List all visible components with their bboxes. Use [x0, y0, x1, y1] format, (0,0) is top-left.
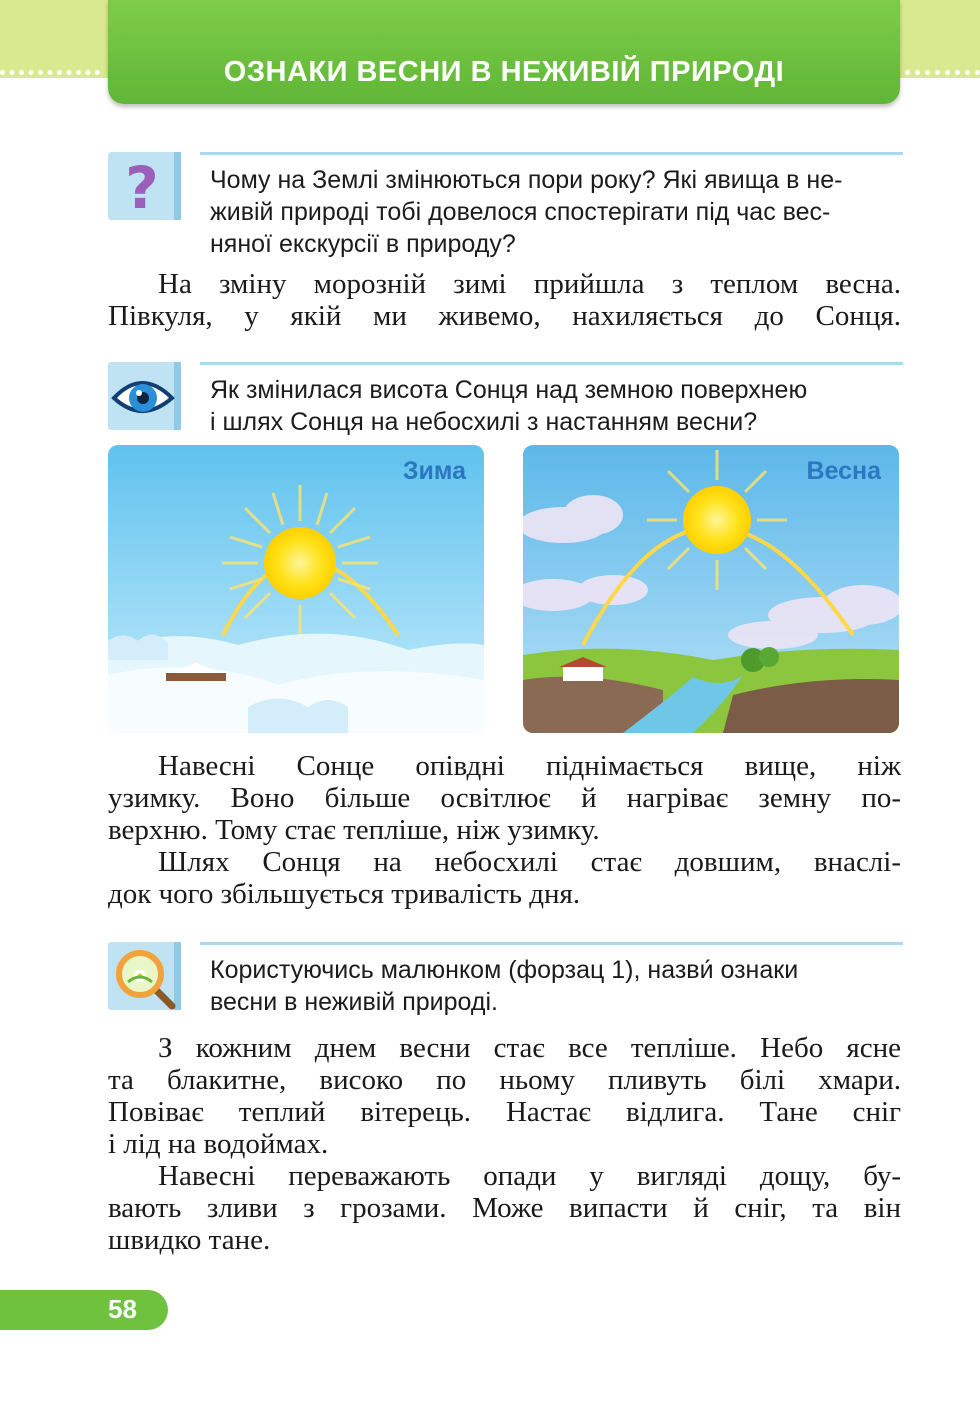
page-title: ОЗНАКИ ВЕСНИ В НЕЖИВІЙ ПРИРОДІ: [223, 56, 785, 88]
text-line: док чого збільшується тривалість дня.: [108, 878, 581, 910]
text-line: Повіває теплий вітерець. Настає відлига. Тане сніг: [108, 1096, 901, 1128]
task-text: [210, 954, 895, 1018]
task-line: Користуючись малюнком (форзац 1), назви́ ознаки: [210, 956, 799, 984]
text-line: вають зливи з грозами. Може випасти й сніг, та він: [108, 1192, 901, 1224]
task-observe: [108, 362, 903, 437]
task-line: няної екскурсії в природу?: [210, 230, 516, 258]
text-line: З кожним днем весни стає все тепліше. Небо ясне: [158, 1032, 901, 1064]
text-line: і лід на водоймах.: [108, 1128, 329, 1160]
question-mark-icon: [108, 152, 181, 220]
magnifier-icon: [108, 942, 181, 1010]
winter-picture: [108, 445, 484, 733]
page-number-tab: [0, 1290, 168, 1330]
text-line: Півкуля, у якій ми живемо, нахиляється до Сонця.: [108, 300, 901, 332]
eye-icon: [108, 362, 181, 430]
svg-text:?: ?: [125, 154, 159, 220]
text-line: Шлях Сонця на небосхилі стає довшим, внаслі-: [158, 846, 901, 878]
task-research: [108, 942, 903, 1017]
dotted-line-left: [0, 70, 100, 75]
task-rule: [200, 362, 903, 365]
task-rule: [200, 942, 903, 945]
task-line: живій природі тобі довелося спостерігати під час вес-: [210, 198, 831, 226]
task-line: весни в неживій природі.: [210, 988, 498, 1016]
text-line: Навесні Сонце опівдні піднімається вище, ніж: [158, 750, 901, 782]
page-number: 58: [108, 1294, 137, 1324]
dotted-line-right: [905, 70, 980, 75]
task-line: Чому на Землі змінюються пори року? Які явища в не-: [210, 166, 843, 194]
task-text: [210, 374, 895, 438]
task-rule: [200, 152, 903, 155]
text-line: узимку. Воно більше освітлює й нагріває земну по-: [108, 782, 901, 814]
spring-picture: [523, 445, 899, 733]
intro-paragraph: [108, 268, 901, 332]
task-text: [210, 164, 895, 260]
sun-paragraph: [108, 750, 901, 910]
text-line: На зміну морозній зимі прийшла з теплом весна.: [158, 268, 901, 300]
spring-paragraph: [108, 1032, 901, 1256]
winter-label: Зима: [402, 457, 466, 485]
header-bar: [108, 0, 900, 104]
text-line: верхню. Тому стає тепліше, ніж узимку.: [108, 814, 600, 846]
text-line: Навесні переважають опади у вигляді дощу, бу-: [158, 1160, 901, 1192]
task-line: Як змінилася висота Сонця над земною поверхнею: [210, 376, 808, 404]
spring-label: Весна: [806, 457, 881, 485]
text-line: та блакитне, високо по ньому пливуть білі хмари.: [108, 1064, 901, 1096]
task-line: і шлях Сонця на небосхилі з настанням весни?: [210, 408, 758, 436]
task-question: [108, 152, 903, 262]
text-line: швидко тане.: [108, 1224, 271, 1256]
